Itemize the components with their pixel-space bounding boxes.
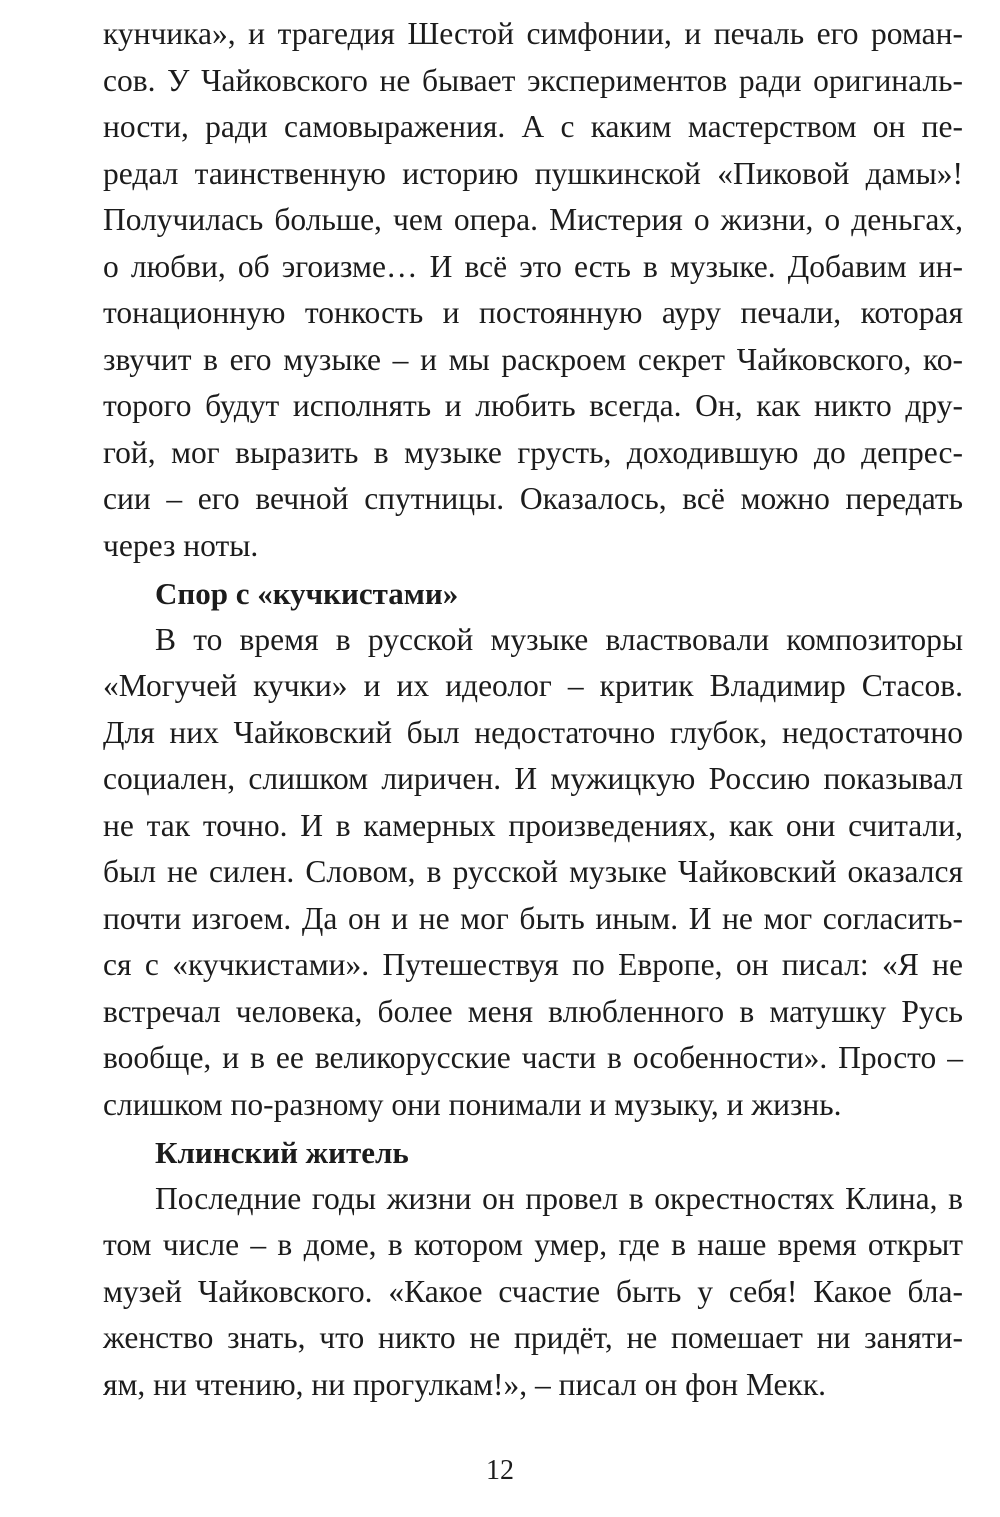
text-line: ям, ни чтению, ни прогулкам!», – писал он фон Мекк. [103,1367,827,1402]
text-line: ности, ради самовыражения. А с каким мастерством он пе- [103,109,963,144]
page-number: 12 [486,1455,514,1486]
text-line: В то время в русской музыке властвовали композиторы [155,622,963,657]
text-line: торого будут исполнять и любить всегда. Он, как никто дру- [103,388,963,423]
text-line: Последние годы жизни он провел в окрестностях Клина, в [155,1181,963,1216]
text-line: Получилась больше, чем опера. Мистерия о жизни, о деньгах, [103,202,963,237]
text-line: музей Чайковского. «Какое счастие быть у себя! Какое бла- [103,1274,963,1309]
text-line: Для них Чайковский был недостаточно глубок, недостаточно [103,715,963,750]
text-line: был не силен. Словом, в русской музыке Чайковский оказался [103,854,963,889]
text-line: «Могучей кучки» и их идеолог – критик Владимир Стасов. [103,668,963,703]
text-line: ся с «кучкистами». Путешествуя по Европе, он писал: «Я не [103,947,963,982]
text-line: социален, слишком лиричен. И мужицкую Россию показывал [103,761,963,796]
text-line: сов. У Чайковского не бывает экспериментов ради оригиналь- [103,63,963,98]
text-line: вообще, и в ее великорусские части в особенности». Просто – [103,1040,963,1075]
text-line: сии – его вечной спутницы. Оказалось, всё можно передать [103,481,963,516]
text-line: звучит в его музыке – и мы раскроем секрет Чайковского, ко- [103,342,963,377]
section-heading: Клинский житель [155,1135,409,1170]
text-line: гой, мог выразить в музыке грусть, доходившую до депрес- [103,435,963,470]
text-line: почти изгоем. Да он и не мог быть иным. И не мог согласить- [103,901,963,936]
text-line: кунчика», и трагедия Шестой симфонии, и печаль его роман- [103,16,963,51]
text-line: том числе – в доме, в котором умер, где в наше время открыт [103,1227,963,1262]
section-heading: Спор с «кучкистами» [155,576,459,611]
text-line: тонационную тонкость и постоянную ауру печали, которая [103,295,963,330]
text-line: через ноты. [103,528,259,563]
text-line: не так точно. И в камерных произведениях, как они считали, [103,808,963,843]
text-line: слишком по-разному они понимали и музыку, и жизнь. [103,1087,842,1122]
text-line: женство знать, что никто не придёт, не помешает ни заняти- [103,1320,963,1355]
text-line: встречал человека, более меня влюбленного в матушку Русь [103,994,963,1029]
text-line: о любви, об эгоизме… И всё это есть в музыке. Добавим ин- [103,249,963,284]
text-line: редал таинственную историю пушкинской «Пиковой дамы»! [103,156,963,191]
